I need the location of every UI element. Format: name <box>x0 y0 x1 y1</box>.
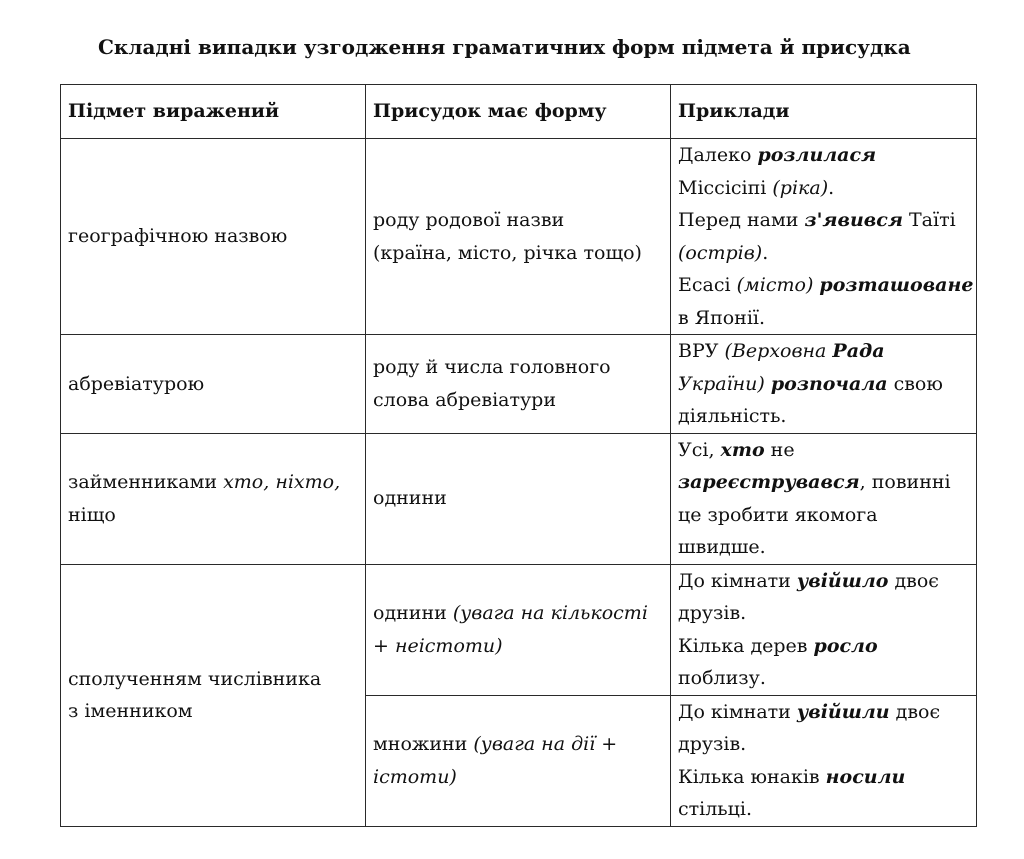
predicate-line: слова абревіатури <box>373 388 557 411</box>
predicate-highlight: росло <box>813 634 878 657</box>
predicate-highlight: зареєструвався <box>678 471 860 493</box>
examples-cell <box>671 564 977 695</box>
table-row <box>61 335 977 434</box>
predicate-note: + неістоти) <box>373 634 503 657</box>
example-line: діяльність. <box>678 405 787 427</box>
predicate-cell <box>366 564 671 695</box>
subject-cell <box>61 139 366 335</box>
examples-cell <box>671 433 977 564</box>
predicate-line: однини (увага на кількості <box>373 602 648 624</box>
predicate-cell <box>366 433 671 564</box>
example-line: поблизу. <box>678 667 766 689</box>
subject-pronouns: хто, ніхто, <box>223 471 341 493</box>
example-line: в Японії. <box>678 306 766 329</box>
predicate-line: (країна, місто, річка тощо) <box>373 241 642 264</box>
header-subject: Підмет виражений <box>61 85 366 139</box>
example-note: (Верховна <box>724 340 833 362</box>
example-line: друзів. <box>678 602 747 624</box>
subject-cell <box>61 433 366 564</box>
example-line: Кілька юнаків носили <box>678 765 906 788</box>
examples-cell <box>671 335 977 434</box>
predicate-note: істоти) <box>373 765 457 788</box>
example-note: України) <box>678 372 765 395</box>
table-row <box>61 433 977 564</box>
example-line: До кімнати увійшло двоє <box>678 569 939 592</box>
predicate-highlight: носили <box>825 765 906 788</box>
example-note: (ріка) <box>772 176 829 199</box>
subject-text: абревіатурою <box>68 372 205 395</box>
page-title: Складні випадки узгодження граматичних форм підмета й присудка <box>98 35 911 59</box>
predicate-highlight: розлилася <box>757 144 877 166</box>
agreement-table <box>60 84 977 827</box>
example-line: друзів. <box>678 733 747 755</box>
table-row <box>61 139 977 335</box>
example-line: це зробити якомога <box>678 503 878 526</box>
example-line: Усі, хто не <box>678 438 795 461</box>
example-line: ВРУ (Верховна Рада <box>678 340 885 362</box>
subject-line: з іменником <box>68 700 193 722</box>
examples-cell <box>671 139 977 335</box>
subject-line: займенниками хто, ніхто, <box>68 471 341 493</box>
predicate-note: (увага на дії + <box>473 733 618 755</box>
example-line: До кімнати увійшли двоє <box>678 700 941 723</box>
predicate-highlight: розпочала <box>770 372 888 395</box>
header-examples: Приклади <box>671 85 977 139</box>
predicate-text: однини <box>373 487 447 510</box>
example-line: Далеко розлилася <box>678 144 877 166</box>
predicate-line: множини (увага на дії + <box>373 733 618 755</box>
predicate-note: (увага на кількості <box>452 602 648 624</box>
subject-line: ніщо <box>68 503 116 526</box>
predicate-line: роду родової назви <box>373 209 565 231</box>
example-line: Міссісіпі (ріка). <box>678 176 835 199</box>
example-note: (місто) <box>736 274 814 296</box>
predicate-highlight: розташоване <box>819 274 974 296</box>
example-line: (острів). <box>678 241 769 264</box>
subject-cell <box>61 335 366 434</box>
predicate-highlight: з'явився <box>804 209 903 231</box>
example-note: (острів) <box>678 241 763 264</box>
example-note-bold: Рада <box>832 340 885 362</box>
predicate-cell <box>366 695 671 826</box>
examples-cell <box>671 695 977 826</box>
example-line: Перед нами з'явився Таїті <box>678 209 956 231</box>
subject-line: сполученням числівника <box>68 667 322 690</box>
example-line: стільці. <box>678 798 752 820</box>
predicate-cell <box>366 335 671 434</box>
table-header-row <box>61 85 977 139</box>
example-line: України) розпочала свою <box>678 372 943 395</box>
predicate-line: роду й числа головного <box>373 356 611 379</box>
header-predicate: Присудок має форму <box>366 85 671 139</box>
predicate-highlight: увійшло <box>796 569 889 592</box>
subject-highlight: хто <box>720 438 765 461</box>
example-line: зареєструвався, повинні <box>678 471 951 493</box>
table-row <box>61 564 977 695</box>
subject-text: географічною назвою <box>68 225 288 248</box>
example-line: швидше. <box>678 536 766 558</box>
predicate-cell <box>366 139 671 335</box>
example-line: Есасі (місто) розташоване <box>678 274 974 296</box>
example-line: Кілька дерев росло <box>678 634 878 657</box>
subject-cell <box>61 564 366 826</box>
predicate-highlight: увійшли <box>796 700 890 723</box>
